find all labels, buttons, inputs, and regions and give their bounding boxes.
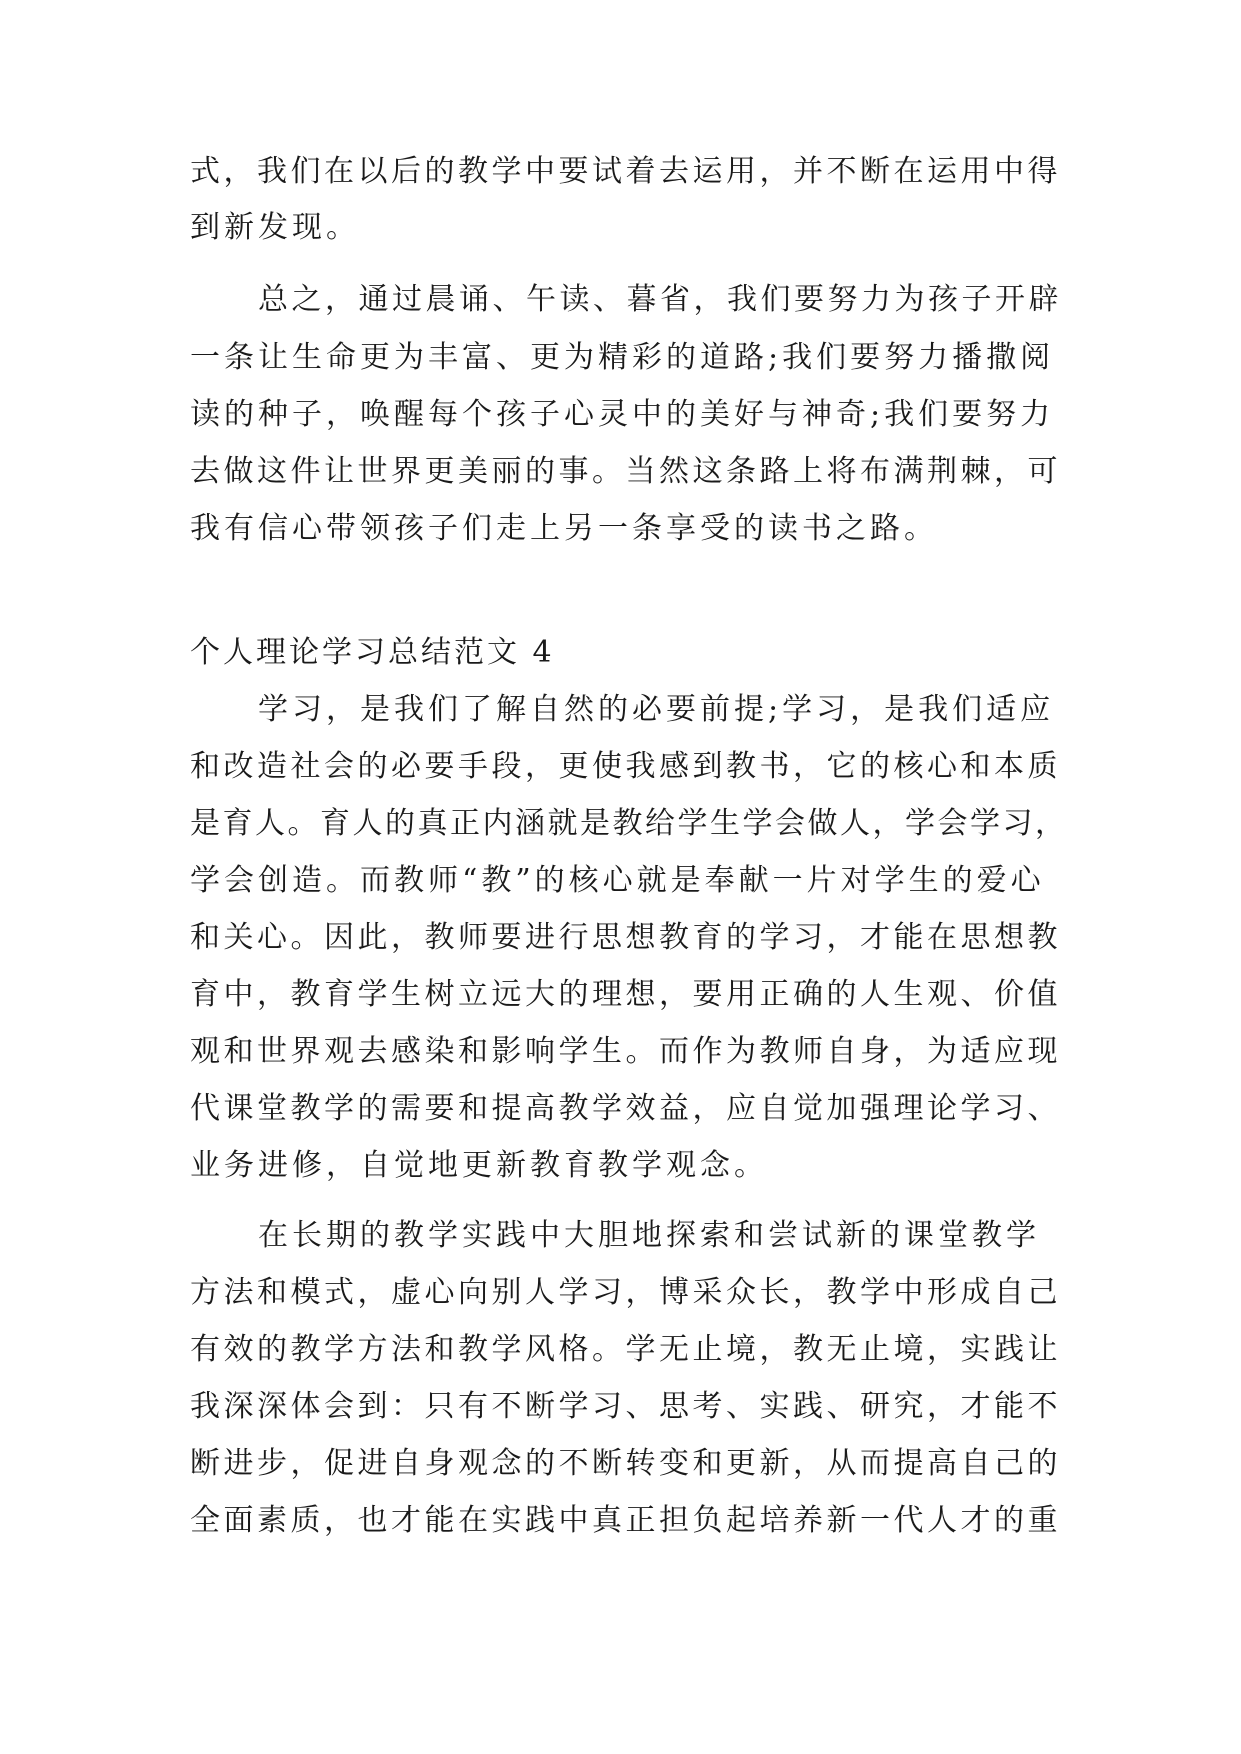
paragraph-first-line: 学习，是我们了解自然的必要前提;学习，是我们适应 (258, 692, 1055, 727)
paragraph-line: 和改造社会的必要手段，更使我感到教书，它的核心和本质 (190, 749, 1061, 784)
paragraph-line: 式，我们在以后的教学中要试着去运用，并不断在运用中得 (190, 154, 1061, 189)
paragraph-line: 和关心。因此，教师要进行思想教育的学习，才能在思想教 (190, 920, 1061, 955)
paragraph-line: 方法和模式，虚心向别人学习，博采众长，教学中形成自己 (190, 1275, 1061, 1310)
paragraph-line: 断进步，促进自身观念的不断转变和更新，从而提高自己的 (190, 1446, 1061, 1481)
paragraph-line: 读的种子，唤醒每个孩子心灵中的美好与神奇;我们要努力 (190, 397, 1055, 432)
paragraph-first-line: 总之，通过晨诵、午读、暮省，我们要努力为孩子开辟 (258, 282, 1062, 317)
paragraph-line: 业务进修，自觉地更新教育教学观念。 (190, 1148, 768, 1183)
paragraph-line: 我有信心带领孩子们走上另一条享受的读书之路。 (190, 511, 938, 546)
paragraph-line: 到新发现。 (190, 210, 360, 245)
paragraph-line: 一条让生命更为丰富、更为精彩的道路;我们要努力播撒阅 (190, 340, 1055, 375)
paragraph-first-line: 在长期的教学实践中大胆地探索和尝试新的课堂教学 (258, 1218, 1040, 1253)
paragraph-line: 观和世界观去感染和影响学生。而作为教师自身，为适应现 (190, 1034, 1061, 1069)
paragraph-line: 我深深体会到：只有不断学习、思考、实践、研究，才能不 (190, 1389, 1061, 1424)
paragraph-line: 育中，教育学生树立远大的理想，要用正确的人生观、价值 (190, 977, 1061, 1012)
section-heading: 个人理论学习总结范文 4 (190, 635, 555, 670)
paragraph-line: 是育人。育人的真正内涵就是教给学生学会做人，学会学习， (190, 806, 1068, 841)
paragraph-line: 去做这件让世界更美丽的事。当然这条路上将布满荆棘，可 (190, 454, 1061, 489)
paragraph-line: 全面素质，也才能在实践中真正担负起培养新一代人才的重 (190, 1503, 1061, 1538)
paragraph-line: 代课堂教学的需要和提高教学效益，应自觉加强理论学习、 (190, 1091, 1061, 1126)
paragraph-line: 学会创造。而教师“教”的核心就是奉献一片对学生的爱心 (190, 863, 1045, 898)
paragraph-line: 有效的教学方法和教学风格。学无止境，教无止境，实践让 (190, 1332, 1061, 1367)
